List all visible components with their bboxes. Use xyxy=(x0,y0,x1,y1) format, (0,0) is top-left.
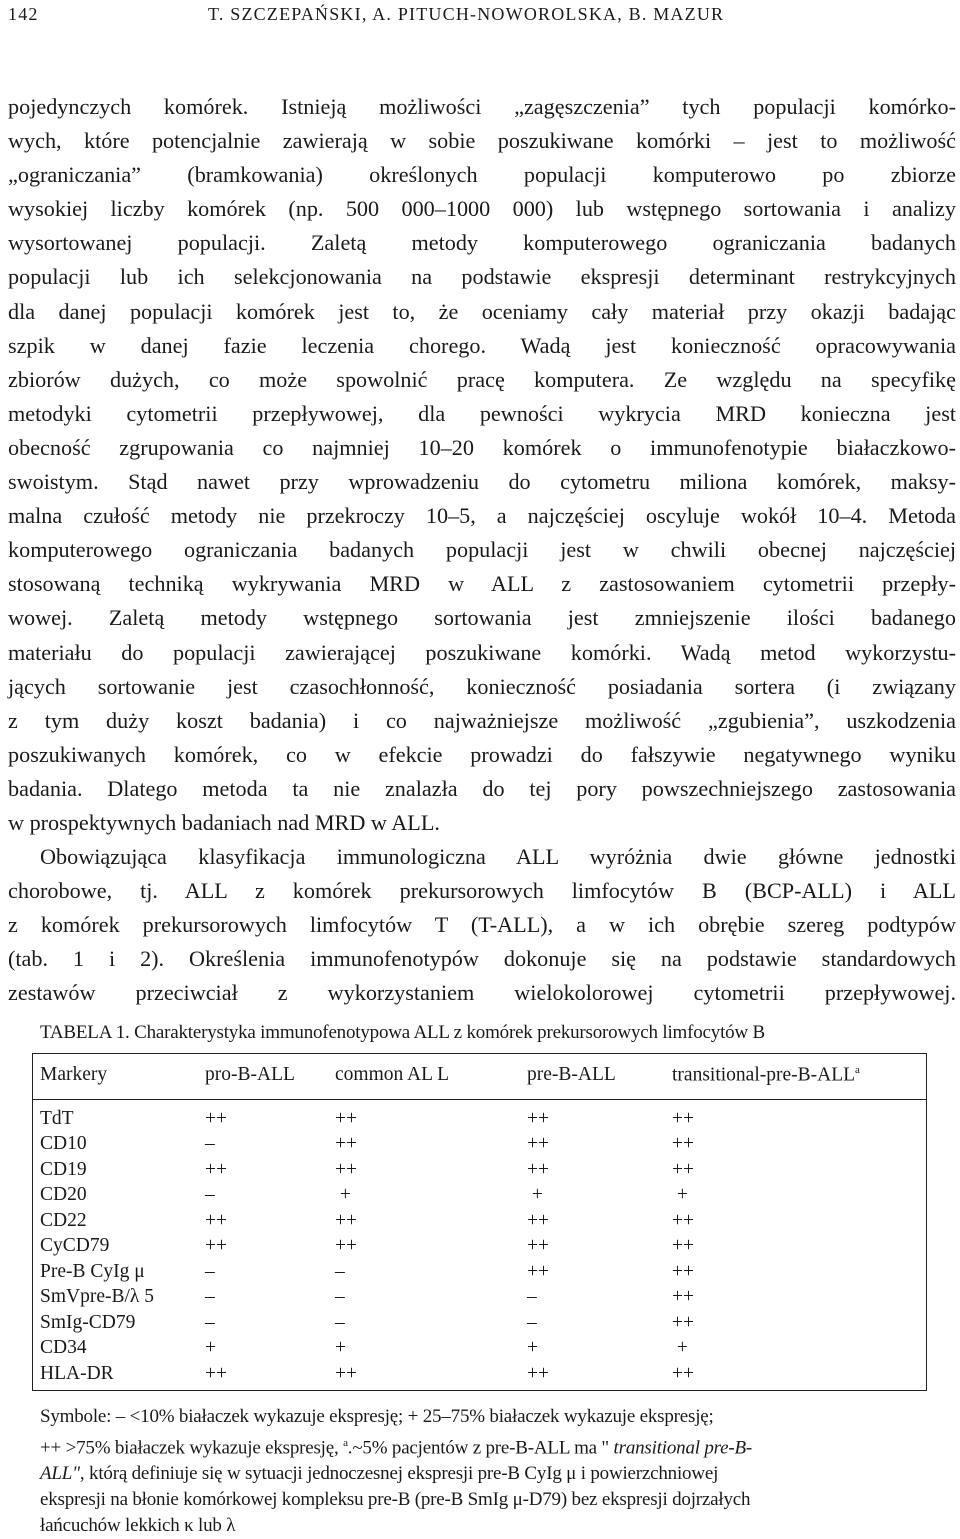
body-line: stosowaną techniką wykrywania MRD w ALL z zastosowaniem cytometrii przepły- xyxy=(8,571,956,597)
marker-cell: CD22 xyxy=(40,1209,87,1231)
expression-cell: ++ xyxy=(672,1362,694,1384)
marker-cell: Pre-B CyIg μ xyxy=(40,1260,145,1282)
body-line: chorobowe, tj. ALL z komórek prekursorowych limfocytów B (BCP-ALL) i ALL xyxy=(8,878,956,904)
body-line: malna czułość metody nie przekroczy 10–5, a najczęściej oscyluje wokół 10–4. Metoda xyxy=(8,503,956,529)
body-line: populacji lub ich selekcjonowania na podstawie ekspresji determinant restrykcyjnych xyxy=(8,264,956,290)
table-row xyxy=(40,1106,922,1132)
expression-cell: ++ xyxy=(527,1133,549,1155)
body-line: jących sortowanie jest czasochłonność, konieczność posiadania sortera (i związany xyxy=(8,673,956,699)
marker-cell: SmIg-CD79 xyxy=(40,1311,136,1333)
expression-cell: – xyxy=(205,1260,215,1282)
body-line: metodyki cytometrii przepływowej, dla pewności wykrycia MRD konieczna jest xyxy=(8,400,956,426)
marker-cell: CD10 xyxy=(40,1133,87,1155)
body-line: szpik w danej fazie leczenia chorego. Wadą jest konieczność opracowywania xyxy=(8,332,956,358)
table-row xyxy=(40,1208,922,1234)
marker-cell: CyCD79 xyxy=(40,1235,110,1257)
expression-cell: ++ xyxy=(335,1235,357,1257)
expression-cell: ++ xyxy=(335,1133,357,1155)
header-cell: common AL L xyxy=(335,1064,450,1085)
expression-cell: + xyxy=(335,1184,351,1206)
body-line: z komórek prekursorowych limfocytów T (T-ALL), a w ich obrębie szereg podtypów xyxy=(8,912,956,938)
marker-cell: TdT xyxy=(40,1107,74,1129)
note-line xyxy=(40,1461,930,1487)
expression-cell: – xyxy=(335,1311,345,1333)
expression-cell: ++ xyxy=(527,1362,549,1384)
expression-cell: ++ xyxy=(672,1260,694,1282)
expression-cell: ++ xyxy=(672,1311,694,1333)
expression-cell: ++ xyxy=(527,1235,549,1257)
expression-cell: ++ xyxy=(672,1133,694,1155)
marker-table xyxy=(40,1060,922,1387)
body-line: Obowiązująca klasyfikacja immunologiczna ALL wyróżnia dwie główne jednostki xyxy=(40,844,956,870)
table-row xyxy=(40,1336,922,1362)
expression-cell: ++ xyxy=(205,1158,227,1180)
note-text: , którą definiuje się w sytuacji jednoczesnej ekspresji pre-B CyIg μ i powierzchniowej xyxy=(79,1463,719,1485)
expression-cell: – xyxy=(335,1286,345,1308)
header-label: transitional-pre-B-ALL xyxy=(672,1064,856,1086)
table-row xyxy=(40,1183,922,1209)
expression-cell: ++ xyxy=(205,1209,227,1231)
body-line: swoistym. Stąd nawet przy wprowadzeniu do cytometru miliona komórek, maksy- xyxy=(8,469,956,495)
expression-cell: + xyxy=(527,1337,538,1359)
body-line: pojedynczych komórek. Istnieją możliwości „zagęszczenia” tych populacji komórko- xyxy=(8,94,956,119)
body-line: (tab. 1 i 2). Określenia immunofenotypów dokonuje się na podstawie standardowych xyxy=(8,946,956,972)
expression-cell: + xyxy=(205,1337,216,1359)
table-row xyxy=(40,1132,922,1158)
body-line: w prospektywnych badaniach nad MRD w ALL. xyxy=(8,809,440,835)
body-line: wysokiej liczby komórek (np. 500 000–1000 000) lub wstępnego sortowania i analizy xyxy=(8,196,956,222)
expression-cell: ++ xyxy=(527,1209,549,1231)
expression-cell: + xyxy=(672,1184,688,1206)
note-italic: ALL" xyxy=(40,1463,80,1485)
body-line: „ograniczania” (bramkowania) określonych populacji komputerowo po zbiorze xyxy=(8,162,956,188)
marker-cell: CD34 xyxy=(40,1337,87,1359)
body-line: zbiorów dużych, co może spowolnić pracę komputera. Ze względu na specyfikę xyxy=(8,366,956,392)
table-row xyxy=(40,1310,922,1336)
note-line xyxy=(40,1430,930,1461)
table-row xyxy=(40,1234,922,1260)
expression-cell: ++ xyxy=(672,1286,694,1308)
expression-cell: ++ xyxy=(205,1362,227,1384)
expression-cell: ++ xyxy=(672,1235,694,1257)
body-line: materiału do populacji zawierającej poszukiwane komórki. Wadą metod wykorzystu- xyxy=(8,639,956,665)
table-caption: TABELA 1. Charakterystyka immunofenotypowa ALL z komórek prekursorowych limfocytów B xyxy=(40,1022,765,1043)
header-cell: pro-B-ALL xyxy=(205,1064,295,1085)
body-line: wych, które potencjalnie zawierają w sobie poszukiwane komórki – jest to możliwość xyxy=(8,128,956,154)
marker-cell: HLA-DR xyxy=(40,1362,114,1384)
body-line: dla danej populacji komórek jest to, że oceniamy cały materiał przy okazji badając xyxy=(8,298,956,324)
note-text: ++ >75% białaczek wykazuje ekspresję, xyxy=(40,1437,344,1459)
marker-cell: SmVpre-B/λ 5 xyxy=(40,1286,154,1308)
body-line: zestawów przeciwciał z wykorzystaniem wielokolorowej cytometrii przepływowej. xyxy=(8,980,956,1006)
table-notes xyxy=(40,1404,930,1539)
body-line: komputerowego ograniczania badanych populacji jest w chwili obecnej najczęściej xyxy=(8,537,956,563)
expression-cell: – xyxy=(527,1311,537,1333)
expression-cell: ++ xyxy=(672,1209,694,1231)
expression-cell: – xyxy=(527,1286,537,1308)
header-cell xyxy=(672,1060,922,1090)
expression-cell: ++ xyxy=(527,1158,549,1180)
note-text: .~5% pacjentów z pre-B-ALL ma " xyxy=(347,1437,614,1459)
expression-cell: – xyxy=(205,1184,215,1206)
running-authors: T. SZCZEPAŃSKI, A. PITUCH-NOWOROLSKA, B. MAZUR xyxy=(208,4,725,24)
expression-cell: ++ xyxy=(205,1235,227,1257)
expression-cell: ++ xyxy=(335,1107,357,1129)
note-line: ekspresji na błonie komórkowej kompleksu pre-B (pre-B SmIg μ-D79) bez ekspresji dojrzałych xyxy=(40,1489,751,1511)
table-row xyxy=(40,1259,922,1285)
expression-cell: – xyxy=(205,1286,215,1308)
page-number: 142 xyxy=(8,4,39,24)
note-sup: a xyxy=(343,1437,348,1449)
table-row xyxy=(40,1157,922,1183)
expression-cell: + xyxy=(335,1337,346,1359)
body-line: obecność zgrupowania co najmniej 10–20 komórek o immunofenotypie białaczkowo- xyxy=(8,434,956,460)
body-line: wysortowanej populacji. Zaletą metody komputerowego ograniczania badanych xyxy=(8,230,956,256)
footnote-mark: a xyxy=(855,1063,860,1076)
body-line: wowej. Zaletą metody wstępnego sortowania jest zmniejszenie ilości badanego xyxy=(8,605,956,631)
expression-cell: ++ xyxy=(672,1107,694,1129)
expression-cell: ++ xyxy=(335,1362,357,1384)
table-header-row xyxy=(40,1060,922,1090)
marker-cell: CD20 xyxy=(40,1184,87,1206)
running-header xyxy=(8,4,952,30)
expression-cell: ++ xyxy=(335,1209,357,1231)
marker-cell: CD19 xyxy=(40,1158,87,1180)
body-line: poszukiwanych komórek, co w efekcie prowadzi do fałszywie negatywnego wyniku xyxy=(8,741,956,767)
expression-cell: – xyxy=(205,1311,215,1333)
table-spacer xyxy=(40,1090,922,1106)
table-row xyxy=(40,1285,922,1311)
expression-cell: – xyxy=(335,1260,345,1282)
body-line: z tym duży koszt badania) i co najważniejsze możliwość „zgubienia”, uszkodzenia xyxy=(8,707,956,733)
table-1 xyxy=(40,1022,930,1384)
expression-cell: – xyxy=(205,1133,215,1155)
expression-cell: + xyxy=(527,1184,543,1206)
expression-cell: + xyxy=(672,1337,688,1359)
body-line: badania. Dlatego metoda ta nie znalazła do tej pory powszechniejszego zastosowania xyxy=(8,775,956,801)
note-line: Symbole: – <10% białaczek wykazuje ekspresję; + 25–75% białaczek wykazuje ekspresję; xyxy=(40,1406,714,1427)
expression-cell: ++ xyxy=(672,1158,694,1180)
expression-cell: ++ xyxy=(205,1107,227,1129)
note-italic: transitional pre-B- xyxy=(613,1437,753,1459)
table-row xyxy=(40,1361,922,1387)
body-text xyxy=(8,90,956,1011)
note-line: łańcuchów lekkich κ lub λ xyxy=(40,1515,236,1537)
expression-cell: ++ xyxy=(335,1158,357,1180)
header-cell: Markery xyxy=(40,1064,108,1085)
header-cell: pre-B-ALL xyxy=(527,1064,616,1085)
expression-cell: ++ xyxy=(527,1107,549,1129)
expression-cell: ++ xyxy=(527,1260,549,1282)
